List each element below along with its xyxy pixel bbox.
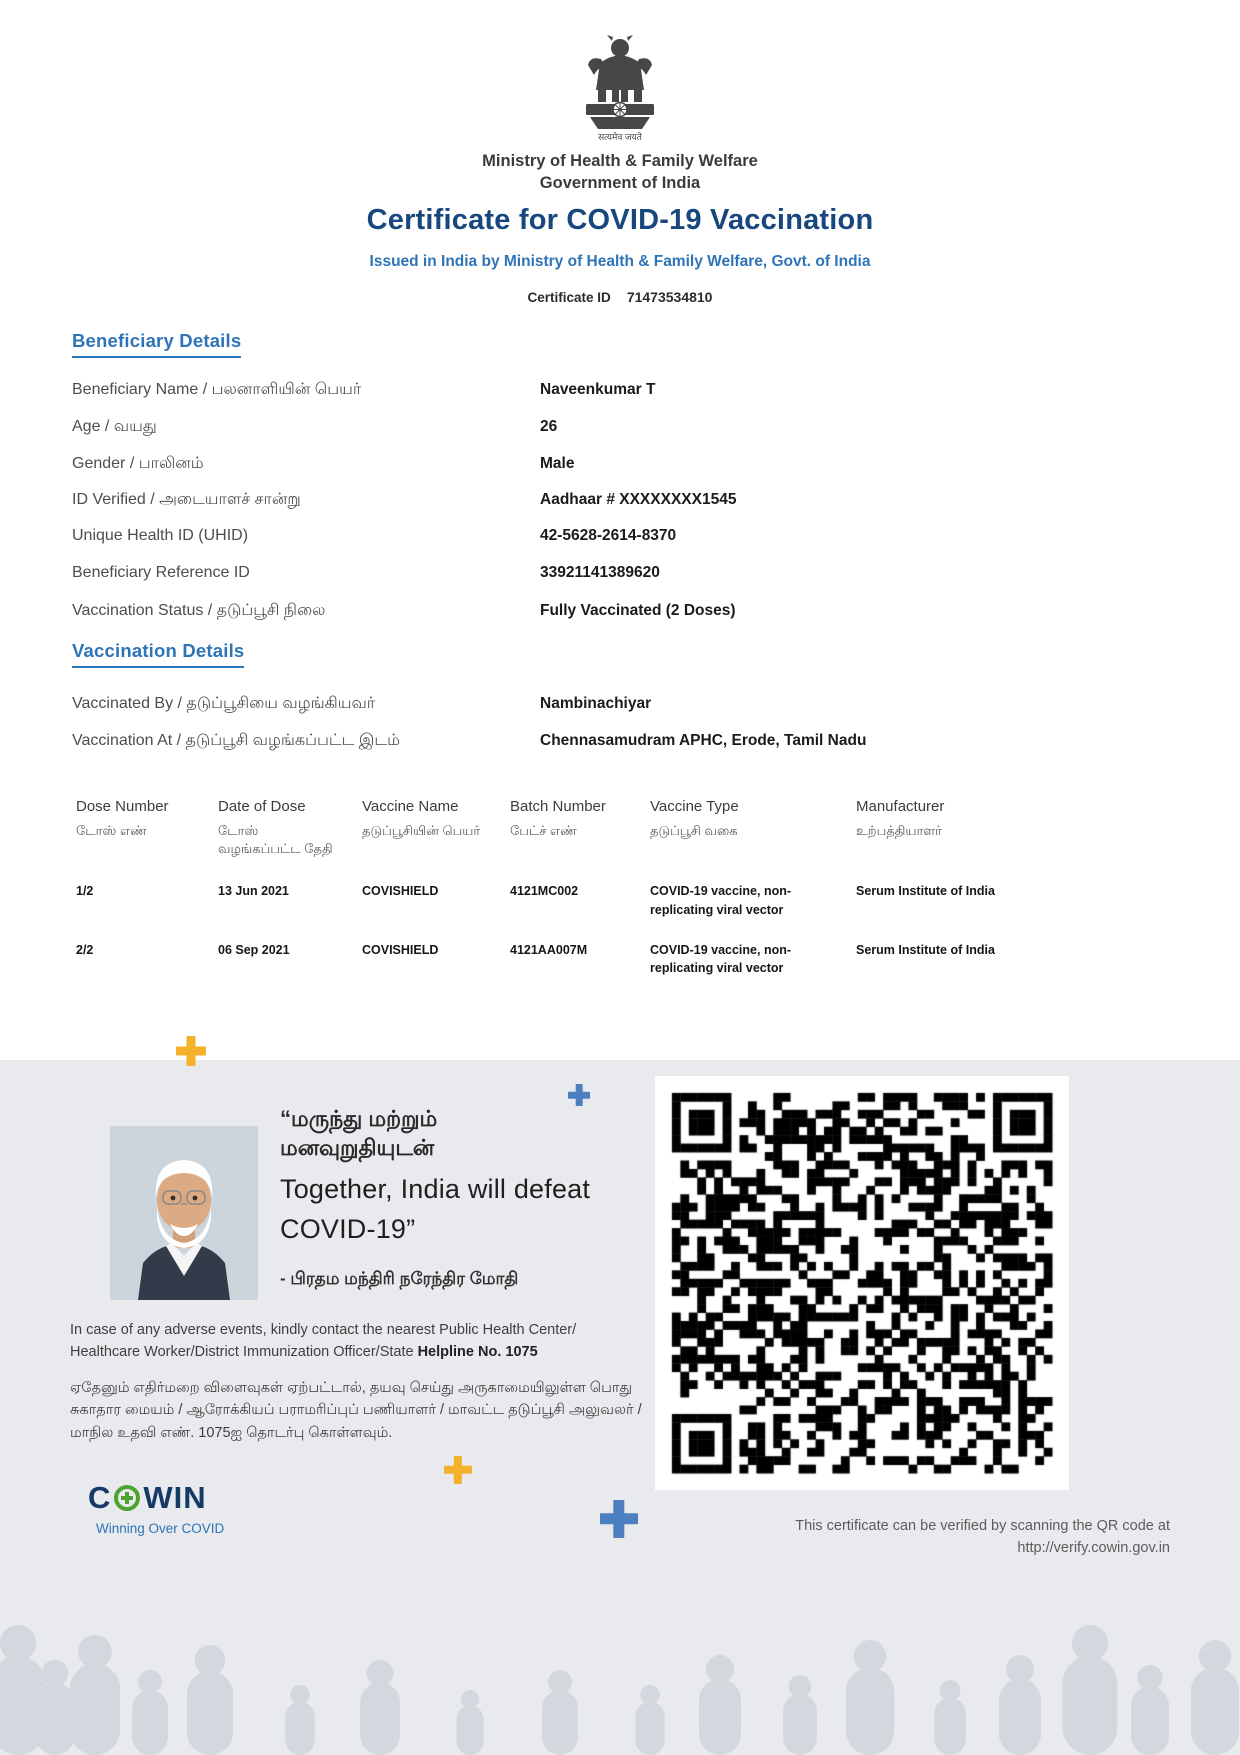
field-label: Beneficiary Reference ID xyxy=(72,563,250,581)
col-header-ta: தடுப்பூசியின் பெயர் xyxy=(362,823,481,838)
field-value: 33921141389620 xyxy=(540,563,660,581)
dose-table xyxy=(76,798,1174,977)
field-label: Beneficiary Name / பலனாளியின் பெயர் xyxy=(72,381,362,398)
cowin-plus-icon xyxy=(114,1485,140,1511)
field-row-id-verified xyxy=(72,490,1180,527)
col-header-ta: டோஸ் எண் xyxy=(76,823,147,838)
decorative-plus-blue-bottom xyxy=(600,1500,638,1538)
india-national-emblem xyxy=(0,32,1240,151)
cell-batch-number: 4121AA007M xyxy=(510,942,588,957)
verify-url: http://verify.cowin.gov.in xyxy=(1017,1539,1170,1556)
verification-note xyxy=(795,1516,1170,1560)
certificate-id-row xyxy=(0,289,1240,305)
col-manufacturer xyxy=(856,798,1174,858)
col-header-en: Vaccine Name xyxy=(362,798,459,815)
pm-photo xyxy=(110,1126,258,1300)
helpline-number: Helpline No. 1075 xyxy=(417,1343,538,1360)
col-header-ta: டோஸ் வழங்கப்பட்ட தேதி xyxy=(218,823,333,857)
cell-dose-number: 2/2 xyxy=(76,942,94,957)
adverse-note-english xyxy=(70,1320,648,1364)
certificate-id-label: Certificate ID xyxy=(527,290,611,305)
col-header-en: Manufacturer xyxy=(856,798,945,815)
certificate-subtitle: Issued in India by Ministry of Health & Family Welfare, Govt. of India xyxy=(369,253,871,270)
quote-english-line1: Together, India will defeat xyxy=(280,1174,591,1205)
field-value: Aadhaar # XXXXXXXX1545 xyxy=(540,491,737,509)
col-header-en: Dose Number xyxy=(76,798,169,815)
field-value: Naveenkumar T xyxy=(540,381,656,398)
beneficiary-details-section xyxy=(72,330,1180,638)
decorative-plus-yellow-top xyxy=(176,1036,206,1066)
field-label: ID Verified / அடையாளச் சான்று xyxy=(72,491,301,509)
quote-tamil-line1: “மருந்து மற்றும் xyxy=(280,1106,438,1131)
quote-english-line2: COVID-19” xyxy=(280,1214,416,1245)
lion-capital-icon xyxy=(568,32,672,146)
cowin-letter-c: C xyxy=(88,1480,112,1515)
decorative-plus-yellow-bottom xyxy=(444,1456,472,1484)
vaccination-fields xyxy=(72,694,1180,768)
vaccination-section-title: Vaccination Details xyxy=(72,640,244,668)
dose-row-1 xyxy=(76,882,1174,918)
field-label: Vaccinated By / தடுப்பூசியை வழங்கியவர் xyxy=(72,695,376,712)
adverse-events-note xyxy=(70,1320,648,1445)
footer-banner xyxy=(0,1060,1240,1755)
crowd-silhouette xyxy=(0,1605,1240,1755)
field-value: 42-5628-2614-8370 xyxy=(540,527,677,545)
quote-tamil-line2: மனவுறுதியுடன் xyxy=(280,1135,435,1161)
cell-manufacturer: Serum Institute of India xyxy=(856,884,995,899)
field-label: Vaccination At / தடுப்பூசி வழங்கப்பட்ட இடம் xyxy=(72,732,400,749)
field-row-gender xyxy=(72,454,1180,491)
quote-attribution: - பிரதம மந்திரி நரேந்திர மோதி xyxy=(280,1269,519,1289)
field-value: Chennasamudram APHC, Erode, Tamil Nadu xyxy=(540,732,867,749)
cowin-logo xyxy=(88,1480,224,1536)
field-label: Unique Health ID (UHID) xyxy=(72,527,249,545)
cell-vaccine-type: COVID-19 vaccine, non-replicating viral vector xyxy=(650,942,792,975)
field-row-vaccinated-by xyxy=(72,694,1180,731)
vaccination-details-section xyxy=(72,640,1180,768)
field-row-age xyxy=(72,417,1180,454)
ministry-line1: Ministry of Health & Family Welfare xyxy=(482,152,758,170)
field-label: Gender / பாலினம் xyxy=(72,454,204,472)
field-value: Nambinachiyar xyxy=(540,695,652,712)
qr-code xyxy=(655,1076,1069,1490)
cell-batch-number: 4121MC002 xyxy=(510,884,579,899)
field-row-beneficiary-name xyxy=(72,380,1180,417)
col-batch-number xyxy=(510,798,650,858)
beneficiary-fields xyxy=(72,380,1180,638)
certificate-id-value: 71473534810 xyxy=(626,289,713,305)
field-label: Vaccination Status / தடுப்பூசி நிலை xyxy=(72,601,326,619)
col-header-ta: பேட்ச் எண் xyxy=(510,823,577,838)
emblem-motto: सत्यमेव जयते xyxy=(598,132,642,142)
field-row-vaccination-status xyxy=(72,601,1180,638)
ministry-line2: Government of India xyxy=(539,174,701,193)
pm-portrait-illustration xyxy=(110,1126,258,1300)
certificate-title: Certificate for COVID-19 Vaccination xyxy=(366,204,874,236)
col-header-en: Vaccine Type xyxy=(650,798,739,815)
pm-quote xyxy=(280,1104,590,1291)
col-date-of-dose xyxy=(218,798,362,858)
dose-table-header xyxy=(76,798,1174,858)
field-row-uhid xyxy=(72,527,1180,564)
col-header-en: Batch Number xyxy=(510,798,606,815)
cell-vaccine-name: COVISHIELD xyxy=(362,942,439,957)
field-row-vaccination-at xyxy=(72,731,1180,768)
col-dose-number xyxy=(76,798,218,858)
cell-manufacturer: Serum Institute of India xyxy=(856,942,995,957)
col-vaccine-name xyxy=(362,798,510,858)
cowin-tagline: Winning Over COVID xyxy=(96,1521,225,1536)
ministry-header xyxy=(0,150,1240,195)
col-header-ta: தடுப்பூசி வகை xyxy=(650,823,738,838)
beneficiary-section-title: Beneficiary Details xyxy=(72,330,241,358)
decorative-plus-blue-top xyxy=(568,1084,590,1106)
dose-row-2 xyxy=(76,941,1174,977)
field-value: Male xyxy=(540,454,575,472)
field-value: 26 xyxy=(540,417,558,435)
field-value: Fully Vaccinated (2 Doses) xyxy=(540,601,736,619)
field-row-reference-id xyxy=(72,564,1180,601)
verify-text: This certificate can be verified by scanning the QR code at xyxy=(795,1518,1170,1534)
cell-vaccine-type: COVID-19 vaccine, non-replicating viral vector xyxy=(650,884,792,917)
cell-dose-number: 1/2 xyxy=(76,884,94,899)
cell-date-of-dose: 06 Sep 2021 xyxy=(218,942,290,957)
field-label: Age / வயது xyxy=(72,417,157,435)
col-header-en: Date of Dose xyxy=(218,798,306,815)
col-vaccine-type xyxy=(650,798,856,858)
cell-date-of-dose: 13 Jun 2021 xyxy=(218,884,289,899)
adverse-note-tamil: ஏதேனும் எதிர்மறை விளைவுகள் ஏற்பட்டால், தயவு செய்து அருகாமையிலுள்ள பொது சுகாதார மையம் / ஆரோக்கியப் பராமரிப்புப் பணியாளர் / மாவட்ட தடுப்பூசி அலுவலர் / மாநில உதவி எண். 1075ஐ தொடர்பு கொள்ளவும். xyxy=(70,1379,642,1442)
cowin-letters-win: WIN xyxy=(143,1480,207,1515)
cowin-wordmark xyxy=(88,1480,224,1516)
adverse-text: In case of any adverse events, kindly contact the nearest Public Health Center/ Healthcare Worker/District Immunization Officer/State xyxy=(70,1322,577,1360)
cell-vaccine-name: COVISHIELD xyxy=(362,884,439,899)
col-header-ta: உற்பத்தியாளர் xyxy=(856,823,942,838)
